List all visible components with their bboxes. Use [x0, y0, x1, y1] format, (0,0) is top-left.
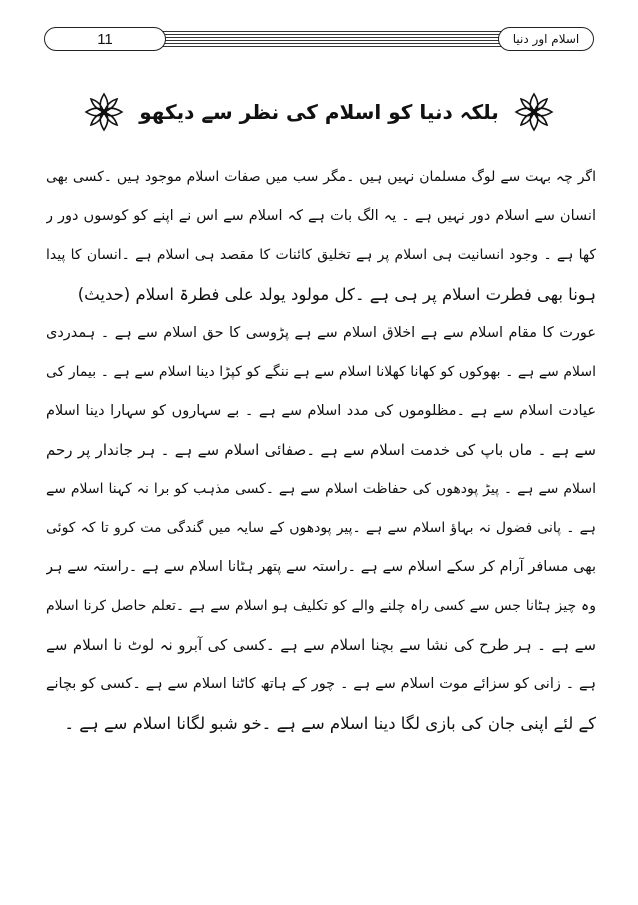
flower-ornament-icon [512, 90, 556, 134]
header-rule [162, 34, 502, 35]
chapter-title: بلکہ دنیا کو اسلام کی نظر سے دیکھو [139, 100, 499, 124]
text-line: ہے ۔ زانی کو سزائے موت اسلام سے ہے ۔ چور کے ہاتھ کاٹنا اسلام سے ہے ۔کسی کو بچانے [46, 676, 596, 692]
running-title-text: اسلام اور دنیا [512, 32, 580, 46]
header-rule [162, 43, 502, 44]
text-line: عورت کا مقام اسلام سے ہے اخلاق اسلام سے ہے پڑوسی کا حق اسلام سے ہے ۔ ہمدردی [46, 325, 596, 341]
text-line: کے لئے اپنی جان کی بازی لگا دینا اسلام سے ہے ۔خو شبو لگانا اسلام سے ہے ۔ [64, 714, 596, 733]
header-rule [162, 31, 502, 32]
text-line: اسلام سے ہے ۔ پیڑ پودھوں کی حفاظت اسلام سے ہے ۔کسی مذہب کو برا نہ کہنا اسلام سے [46, 481, 596, 497]
text-line: وہ چیز ہٹانا جس سے کسی راہ چلنے والے کو تکلیف ہو اسلام سے ہے ۔تعلم حاصل کرنا اسلام [46, 598, 596, 614]
page-number [44, 27, 166, 51]
text-line: بھی مسافر آرام کر سکے اسلام سے ہے ۔راستہ سے پتھر ہٹانا اسلام سے ہے ۔راستہ سے ہر [46, 559, 596, 575]
text-line: اسلام سے ہے ۔ بھوکوں کو کھانا کھلانا اسلام سے ہے ننگے کو کپڑا دینا اسلام سے ہے ۔ بیمار کی [46, 364, 596, 380]
text-line: ہونا بھی فطرت اسلام پر ہی ہے ۔کل مولود یولد علی فطرۃ اسلام (حدیث) [77, 285, 596, 304]
header-rule [162, 46, 502, 47]
text-line: عیادت اسلام سے ہے ۔مظلوموں کی مدد اسلام سے ہے ۔ بے سہاروں کو سہارا دینا اسلام [46, 403, 596, 419]
body-text [46, 158, 596, 743]
header-rule [162, 37, 502, 38]
text-line: سے ہے ۔ ماں باپ کی خدمت اسلام سے ہے ۔صفائی اسلام سے ہے ۔ ہر جاندار پر رحم [46, 441, 596, 459]
page-number-text: 11 [97, 30, 113, 48]
running-header [44, 26, 594, 52]
text-line: کھا ہے ۔ وجود انسانیت ہی اسلام پر ہے تخلیق کائنات کا مقصد ہی اسلام ہے ۔انسان کا پیدا [46, 247, 596, 263]
text-line: ہے ۔ پانی فضول نہ بہاؤ اسلام سے ہے ۔پیر پودھوں کے سایہ میں گندگی مت کرو تا کہ کوئی [46, 520, 596, 536]
header-rule [162, 40, 502, 41]
text-line: انسان سے اسلام دور نہیں ہے ۔ یہ الگ بات ہے کہ اسلام سے اس نے اپنے کو کوسوں دور ر [46, 208, 596, 224]
flower-ornament-icon [82, 90, 126, 134]
text-line: سے ہے ۔ ہر طرح کی نشا سے بچنا اسلام سے ہے ۔کسی کی آبرو نہ لوٹ نا اسلام سے [46, 636, 596, 654]
text-line: اگر چہ بہت سے لوگ مسلمان نہیں ہیں ۔مگر سب میں صفات اسلام موجود ہیں ۔کسی بھی [46, 169, 596, 185]
chapter-title-banner [86, 80, 552, 144]
running-title [498, 27, 594, 51]
